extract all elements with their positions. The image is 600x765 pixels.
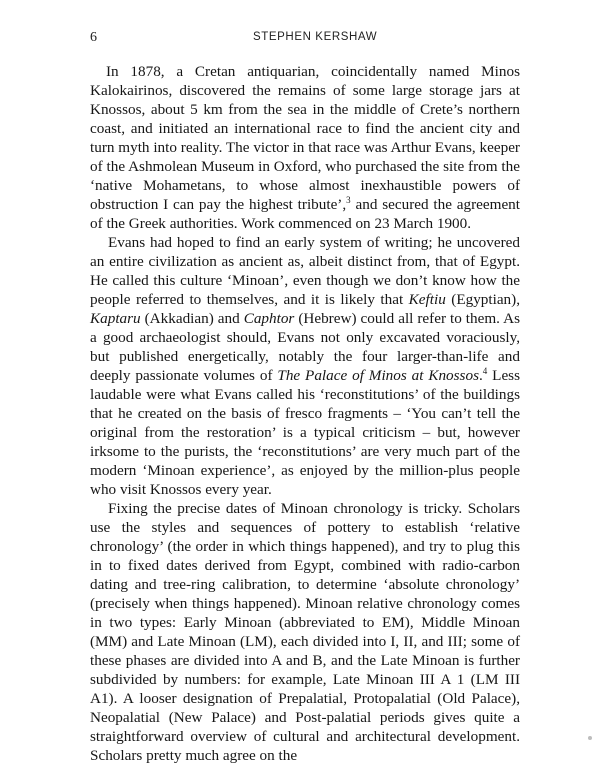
paragraph-1-text-a: In 1878, a Cretan antiquarian, coincidentally named Minos Kalokairinos, discovered the remains of some large storage jars at Knossos, about 5 km from the sea in the middle of Crete’s northern coast, and initiated an international race to find the ancient city and turn myth into reality. The victor in that race was Arthur Evans, keeper of the Ashmolean Museum in Oxford, who purchased the site from the ‘native Mohametans, to whose almost inexhaustible powers of obstruction I can pay the highest tribute’, <box>90 63 520 213</box>
paragraph-3-text: Fixing the precise dates of Minoan chronology is tricky. Scholars use the styles and sequences of pottery to establish ‘relative chronology’ (the order in which things happened), and try to plug this in to fixed dates derived from Egypt, combined with radio-carbon dating and tree-ring calibration, to determine ‘absolute chronology’ (precisely when things happened). Minoan relative chronology comes in two types: Early Minoan (abbreviated to EM), Middle Minoan (MM) and Late Minoan (LM), each divided into I, II, and III; some of these phases are divided into A and B, and the Late Minoan is further subdivided by numbers: for example, Late Minoan III A 1 (LM III A1). A looser designation of Prepalatial, Protopalatial (Old Palace), Neopalatial (New Palace) and Post-palatial periods gives quite a straightforward overview of cultural and architectural development. Scholars pretty much agree on the <box>90 500 520 764</box>
paragraph-3 <box>90 499 520 765</box>
paragraph-2-text-c: (Akkadian) and <box>140 310 244 327</box>
term-kaptaru: Kaptaru <box>90 310 141 327</box>
paragraph-1-text-b: and secured the agreement of the Greek authorities. Work commenced on 23 March 1900. <box>90 196 520 232</box>
term-caphtor: Caphtor <box>243 310 295 327</box>
paragraph-2-text-b: (Egyptian), <box>445 291 521 308</box>
page-header <box>90 30 520 48</box>
term-keftiu: Keftiu <box>408 291 446 308</box>
paragraph-2-text-a: Evans had hoped to find an early system of writing; he uncovered an entire civilization as ancient as, albeit distinct from, that of Egypt. He called this culture ‘Minoan’, even though we don’t know how the people referred to themselves, and it is likely that <box>90 234 520 308</box>
paragraph-2-text-d: (Hebrew) could all refer to them. As a good archaeologist should, Evans not only excavated voraciously, but published energetically, notably the four larger-than-life and deeply passionate volumes of <box>90 310 520 384</box>
book-title: The Palace of Minos at Knossos <box>277 367 479 384</box>
footnote-ref-4: 4 <box>482 365 488 376</box>
footnote-ref-3: 3 <box>346 194 351 205</box>
paragraph-1 <box>90 62 520 233</box>
paragraph-2-text-f: Less laudable were what Evans called his ‘reconstitutions’ of the buildings that he created on the basis of fresco fragments – ‘You can’t tell the original from the restoration’ is a typical criticism – but, however irksome to the purists, the ‘reconstitutions’ are very much part of the modern ‘Minoan experience’, as enjoyed by the million-plus people who visit Knossos every year. <box>90 367 520 498</box>
page-number: 6 <box>90 30 97 45</box>
paragraph-2-text-e: . <box>478 367 483 384</box>
running-head-author: STEPHEN KERSHAW <box>253 31 378 43</box>
paragraph-2 <box>90 233 520 499</box>
body-text <box>90 62 520 765</box>
scan-speck <box>588 736 592 740</box>
